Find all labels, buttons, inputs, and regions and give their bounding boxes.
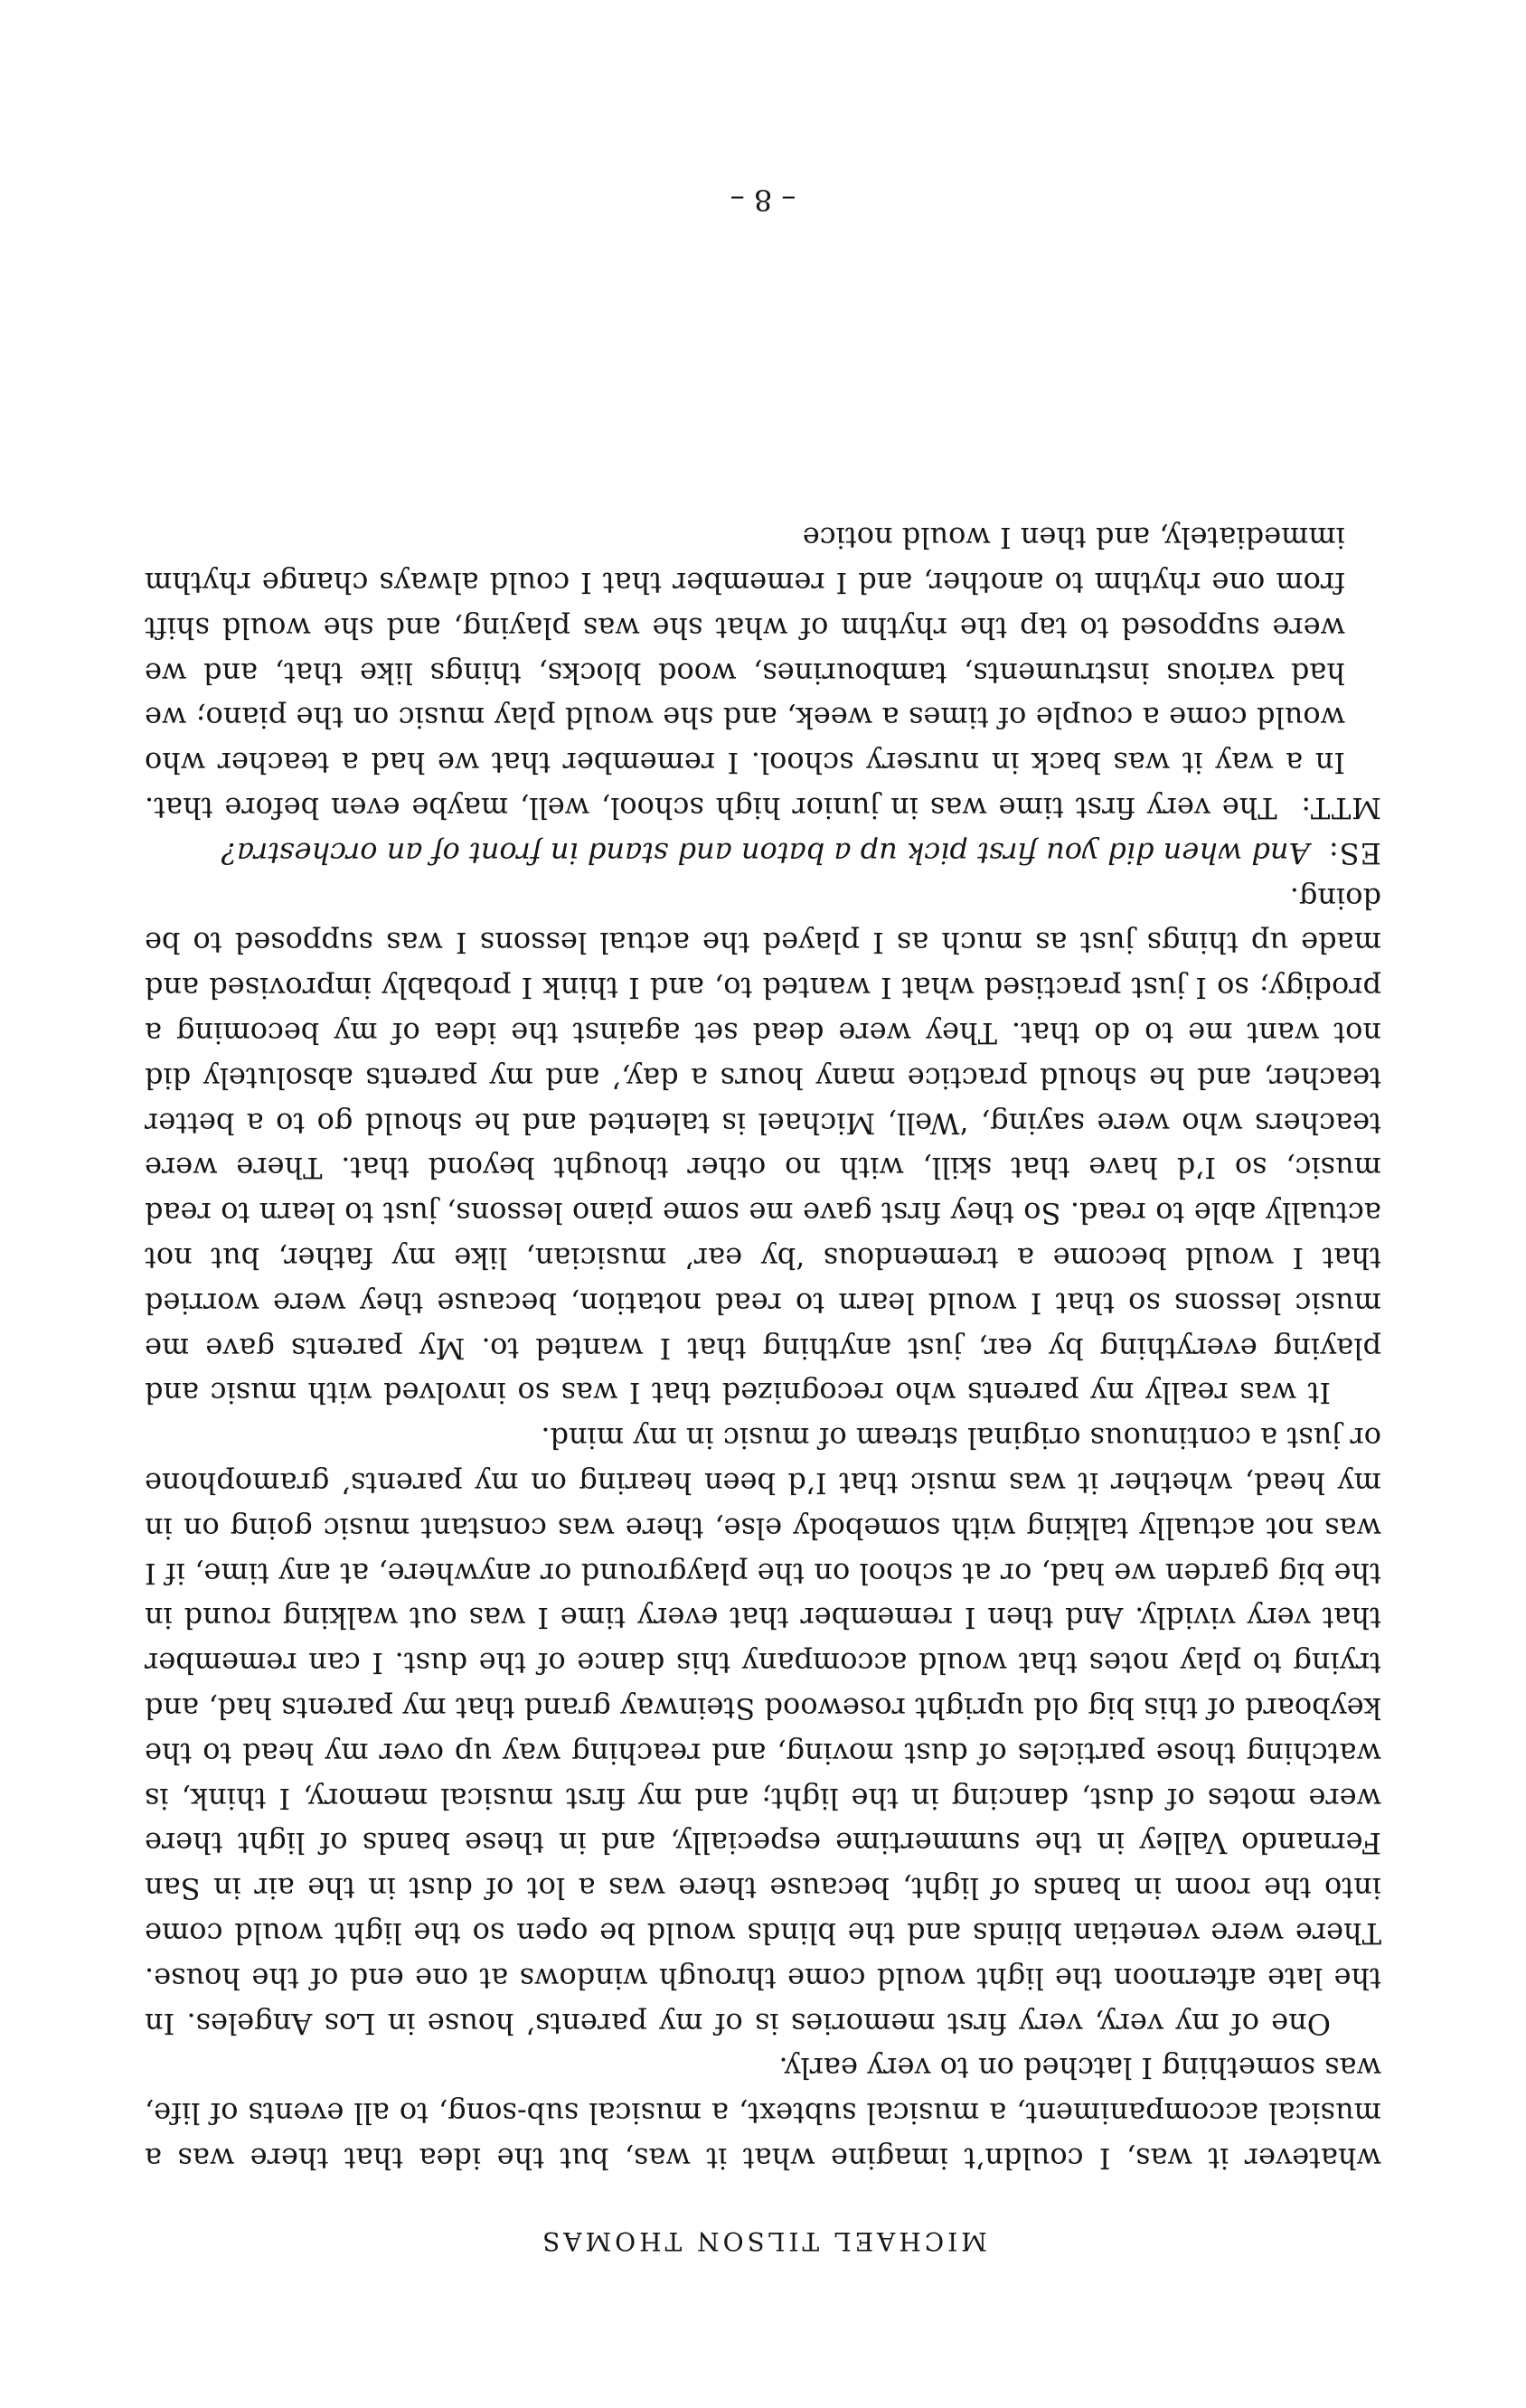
- interview-question: [145, 830, 1381, 875]
- paragraph-first-memory: One of my very, very first memories is of my parents’ house in Los Angeles. In the late afternoon the light would come through windows at one end of the house. There were venetian blinds and the blinds would be open so the light would come into the room in bands of light, because there was a lot of dust in the air in San Fernando Valley in the summertime especially, and in these bands of light there were motes of dust, dancing in the light; and my first musical memory, I think, is watching those particles of dust moving, and reaching way up over my head to the keyboard of this big old upright rosewood Steinway grand that my parents had, and trying to play notes that would accompany this dance of the dust. I can remember that very vividly. And then I remember that every time I was out walking round in the big garden we had, or at school on the playground or anywhere, at any time, if I was not actually talking with somebody else, there was constant music going on in my head, whether it was music that I’d been hearing on my parents’ gramophone or just a continuous original stream of music in my mind.: [145, 1421, 1381, 2041]
- paragraph-music-lessons: It was really my parents who recognized that I was so involved with music and playing everything by ear, just anything that I wanted to. My parents gave me music lessons so that I would learn to read notation, because they were worried that I would become a tremendous ‘by ear’ musician, like my father, but not actually able to read. So they first gave me some piano lessons, just to learn to read music, so I’d have that skill, with no other thought beyond that. There were teachers who were saying, ‘Well, Michael is talented and he should go to a better teacher, and he should practice many hours a day,’ and my parents absolutely did not want me to do that. They were dead set against the idea of my becoming a prodigy; so I just practised what I wanted to, and I think I probably improvised and made up things just as much as I played the actual lessons I was supposed to be doing.: [145, 880, 1381, 1411]
- running-header: MICHAEL TILSON THOMAS: [539, 2226, 987, 2256]
- page-number: – 8 –: [730, 183, 796, 217]
- question-speaker: ES:: [1327, 835, 1381, 870]
- paragraph-continuation: whatever it was, I couldn’t imagine what it was, but the idea that there was a musical accompaniment, a musical subtext, a musical sub-song, to all events of life, was something I latched on to very early.: [145, 2051, 1381, 2176]
- question-text: And when did you first pick up a baton and stand in front of an orchestra?: [221, 835, 1310, 870]
- answer-text: The very first time was in junior high school, well, maybe even before that. In a way it was back in nursery school. I remember that we had a teacher who would come a couple of times a week, and she would play music on the piano; we had various instruments, tambourines, wood blocks, things like that, and we were supposed to tap the rhythm of what she was playing, and she would shift from one rhythm to another, and I remember that I could always change rhythm immediately, and then I would notice: [144, 521, 1345, 826]
- interview-answer: [145, 515, 1381, 831]
- body-text: [145, 515, 1381, 2180]
- answer-speaker: MTT:: [1300, 791, 1381, 826]
